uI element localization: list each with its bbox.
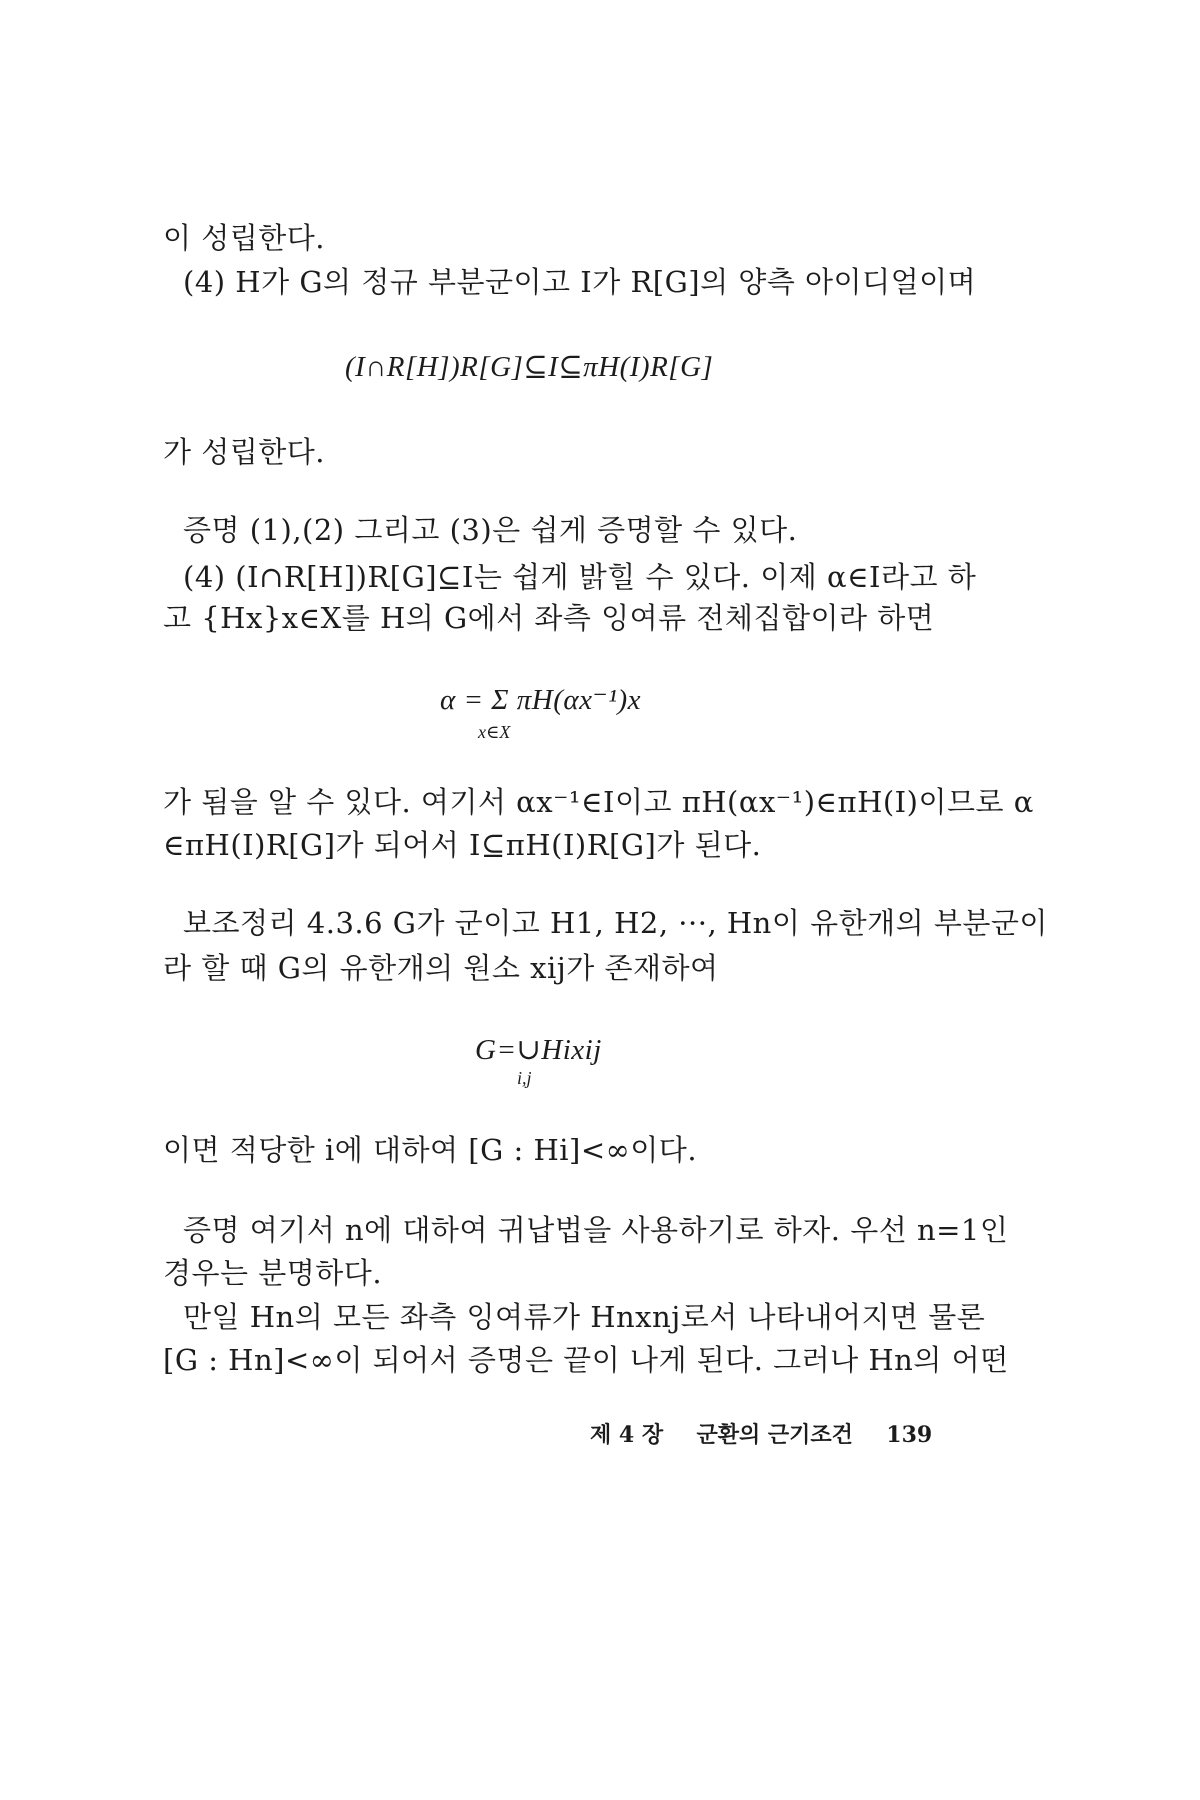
equation-2-subscript: x∈X — [478, 722, 511, 742]
text-line: [G : Hn]<∞이 되어서 증명은 끝이 나게 된다. 그러나 Hn의 어떤 — [163, 1343, 1009, 1377]
text-line: 가 됨을 알 수 있다. 여기서 αx⁻¹∈I이고 πH(αx⁻¹)∈πH(I)이므로 α — [163, 785, 1034, 819]
text-line: 만일 Hn의 모든 좌측 잉여류가 Hnxnj로서 나타내어지면 물론 — [183, 1300, 986, 1334]
text-line: 이면 적당한 i에 대하여 [G : Hi]<∞이다. — [163, 1133, 698, 1167]
text-line: (4) H가 G의 정규 부분군이고 I가 R[G]의 양측 아이디얼이며 — [183, 265, 977, 299]
text-line: (4) (I∩R[H])R[G]⊆I는 쉽게 밝힐 수 있다. 이제 α∈I라고 하 — [183, 560, 977, 594]
proof-heading-line: 증명 여기서 n에 대하여 귀납법을 사용하기로 하자. 우선 n=1인 — [183, 1213, 1009, 1247]
footer-chapter: 제 4 장 — [590, 1422, 664, 1448]
equation-3-subscript: i,j — [517, 1068, 532, 1088]
footer-chapter-title: 군환의 근기조건 — [696, 1422, 853, 1448]
text-line: 경우는 분명하다. — [163, 1256, 383, 1290]
equation-1: (I∩R[H])R[G]⊆I⊆πH(I)R[G] — [345, 351, 714, 383]
running-footer — [590, 1420, 932, 1450]
proof-heading-line: 증명 (1),(2) 그리고 (3)은 쉽게 증명할 수 있다. — [183, 513, 798, 547]
page-number: 139 — [886, 1422, 933, 1448]
text-line: ∈πH(I)R[G]가 되어서 I⊆πH(I)R[G]가 된다. — [163, 828, 762, 862]
equation-2: α = Σ πH(αx⁻¹)x — [440, 684, 642, 716]
equation-3: G=∪Hixij — [475, 1034, 602, 1066]
text-line: 가 성립한다. — [163, 435, 326, 469]
text-line: 이 성립한다. — [163, 221, 326, 255]
text-line: 라 할 때 G의 유한개의 원소 xij가 존재하여 — [163, 951, 719, 985]
text-line: 고 {Hx}x∈X를 H의 G에서 좌측 잉여류 전체집합이라 하면 — [163, 601, 935, 635]
lemma-heading-line: 보조정리 4.3.6 G가 군이고 H1, H2, ···, Hn이 유한개의 부분군이 — [183, 906, 1048, 940]
